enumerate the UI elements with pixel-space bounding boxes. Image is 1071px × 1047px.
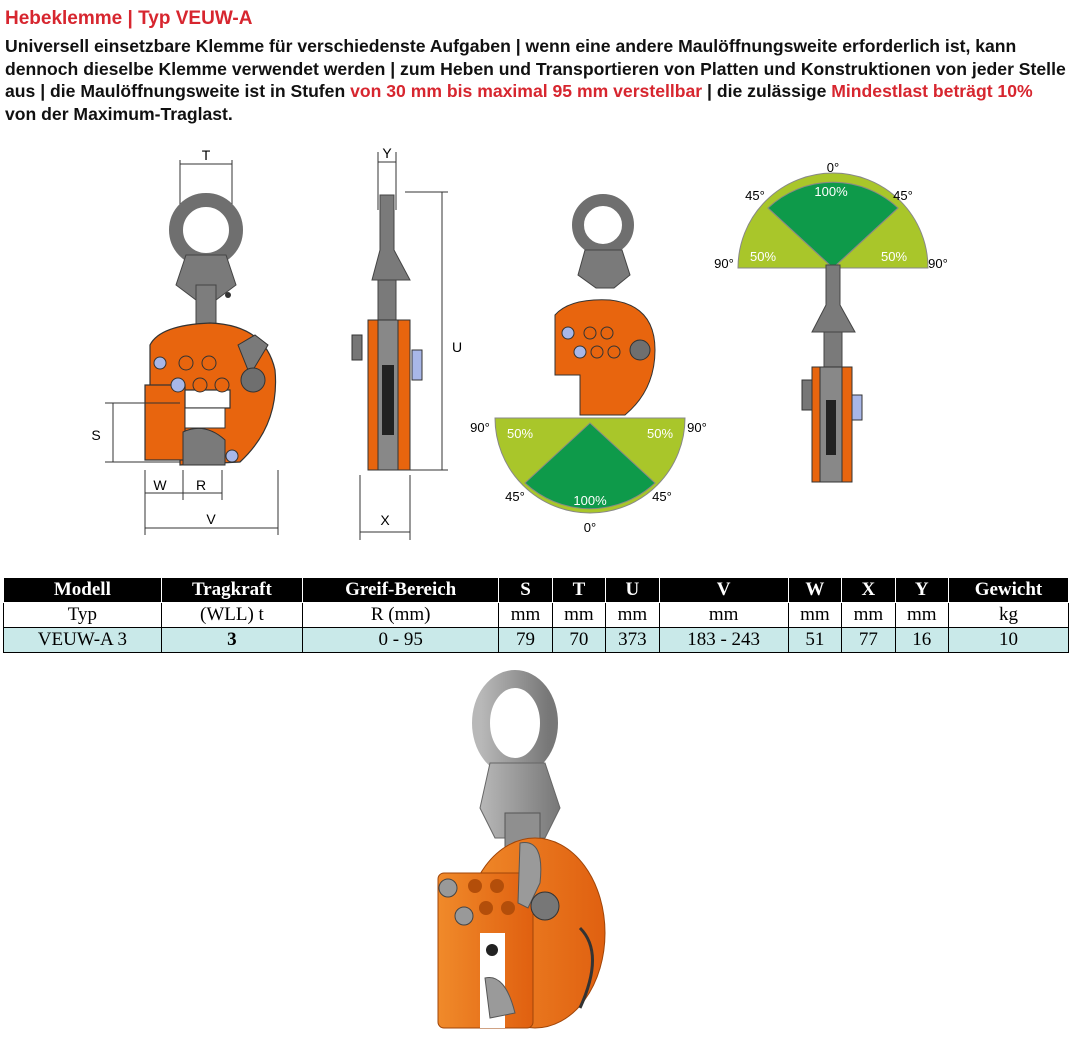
page-title: Hebeklemme | Typ VEUW-A <box>5 8 253 29</box>
pct-50-top-left: 50% <box>749 249 777 264</box>
angle-45-left: 45° <box>505 489 525 504</box>
table-cell: 77 <box>842 628 895 653</box>
technical-drawings <box>0 140 1071 550</box>
table-cell: 10 <box>949 628 1069 653</box>
table-header-cell: Modell <box>4 578 162 603</box>
table-unit-cell: mm <box>606 603 659 628</box>
dim-label-U: U <box>451 339 463 355</box>
spec-table <box>3 577 1069 653</box>
table-cell: 0 - 95 <box>303 628 499 653</box>
pct-50-right: 50% <box>646 426 674 441</box>
dim-label-R: R <box>195 477 207 493</box>
table-unit-cell: R (mm) <box>303 603 499 628</box>
angle-90-top-right: 90° <box>928 256 948 271</box>
table-unit-cell: mm <box>499 603 552 628</box>
table-unit-cell: mm <box>895 603 948 628</box>
table-cell: 3 <box>161 628 302 653</box>
table-row <box>4 628 1069 653</box>
table-cell: 70 <box>552 628 605 653</box>
desc-part-2: | die zulässige <box>702 81 832 101</box>
table-units-row <box>4 603 1069 628</box>
table-header-cell: Gewicht <box>949 578 1069 603</box>
angle-90-right: 90° <box>687 420 707 435</box>
table-unit-cell: kg <box>949 603 1069 628</box>
desc-part-3: von der Maximum-Traglast. <box>5 103 233 124</box>
table-header-cell: X <box>842 578 895 603</box>
angle-45-right: 45° <box>652 489 672 504</box>
table-header-cell: Y <box>895 578 948 603</box>
product-photo <box>420 668 620 1043</box>
angle-0: 0° <box>583 520 597 535</box>
product-description <box>5 35 1067 125</box>
load-angle-lower <box>470 200 707 535</box>
table-unit-cell: mm <box>659 603 788 628</box>
desc-highlight-range: von 30 mm bis maximal 95 mm verstellbar <box>350 81 703 101</box>
pct-100: 100% <box>573 493 607 508</box>
dim-label-Y: Y <box>382 145 392 161</box>
clamp-front-view <box>91 147 278 535</box>
lifting-eye <box>176 200 236 260</box>
table-unit-cell: mm <box>552 603 605 628</box>
table-unit-cell: mm <box>842 603 895 628</box>
pct-50-top-right: 50% <box>880 249 908 264</box>
table-unit-cell: (WLL) t <box>161 603 302 628</box>
angle-90-top-left: 90° <box>714 256 734 271</box>
desc-part-1: Universell einsetzbare Klemme für verschiedenste Aufgaben | wenn eine andere Maulöffnungsweite erforderlich ist, kann dennoch dieselbe Klemme verwendet werden | zum Heben und Transportieren von Platten und Konstruktionen von jeder Stelle aus | die Maulöffnungsweite ist in Stufen <box>5 36 1066 101</box>
clamp-side-view <box>352 145 462 540</box>
table-cell: 51 <box>788 628 841 653</box>
table-cell: 183 - 243 <box>659 628 788 653</box>
table-header-cell: Greif-Bereich <box>303 578 499 603</box>
angle-45-top-left: 45° <box>745 188 765 203</box>
table-cell: 79 <box>499 628 552 653</box>
table-header-cell: W <box>788 578 841 603</box>
dim-label-V: V <box>206 511 216 527</box>
table-cell: VEUW-A 3 <box>4 628 162 653</box>
dim-label-W: W <box>153 477 167 493</box>
table-header-row <box>4 578 1069 603</box>
table-header-cell: S <box>499 578 552 603</box>
angle-90-left: 90° <box>470 420 490 435</box>
dim-label-X: X <box>380 512 390 528</box>
table-cell: 373 <box>606 628 659 653</box>
pct-100-top: 100% <box>814 184 848 199</box>
table-cell: 16 <box>895 628 948 653</box>
desc-highlight-minload: Mindestlast beträgt 10% <box>831 81 1033 101</box>
angle-0-top: 0° <box>826 160 840 175</box>
table-unit-cell: mm <box>788 603 841 628</box>
dim-label-T: T <box>201 147 211 163</box>
table-unit-cell: Typ <box>4 603 162 628</box>
pct-50-left: 50% <box>506 426 534 441</box>
load-angle-upper <box>714 160 948 482</box>
table-header-cell: Tragkraft <box>161 578 302 603</box>
table-header-cell: T <box>552 578 605 603</box>
table-header-cell: V <box>659 578 788 603</box>
dim-label-S: S <box>91 427 101 443</box>
table-header-cell: U <box>606 578 659 603</box>
angle-45-top-right: 45° <box>893 188 913 203</box>
